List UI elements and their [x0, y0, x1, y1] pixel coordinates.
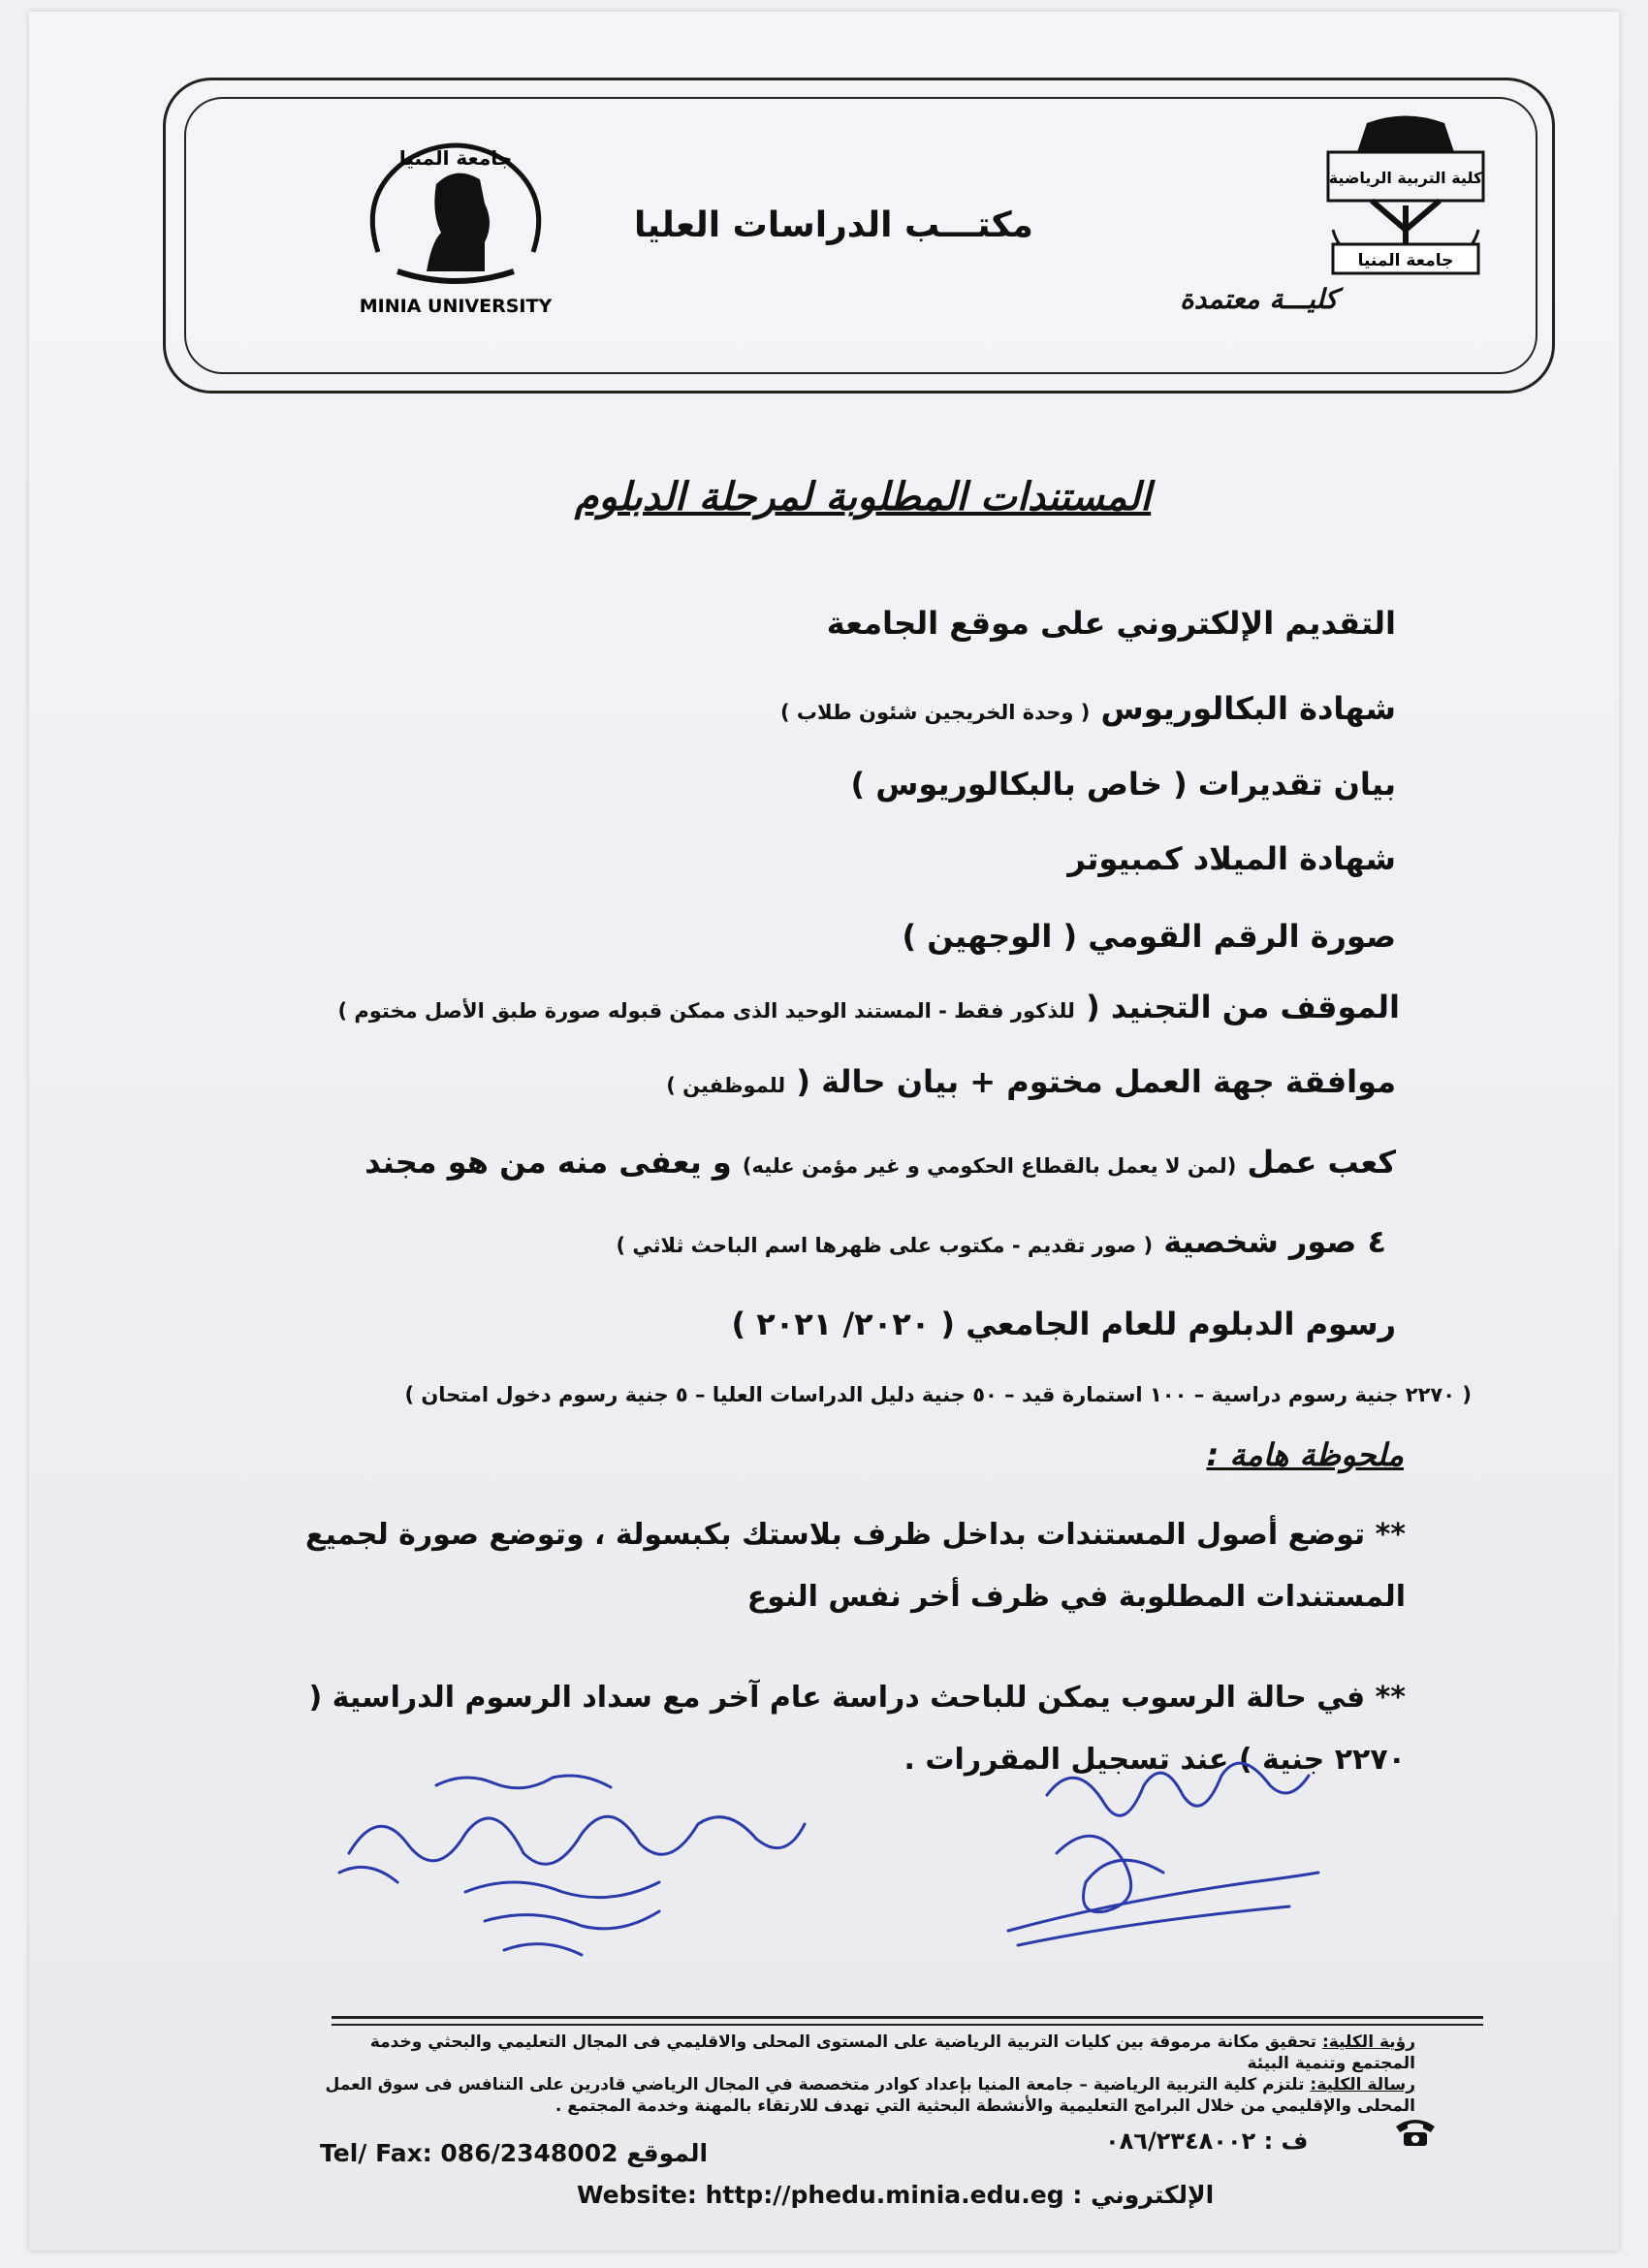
document-page: [29, 12, 1619, 2251]
note-failure: ** في حالة الرسوب يمكن للباحث دراسة عام آخر مع سداد الرسوم الدراسية ( ٢٢٧٠ جنية ) عند تسجيل المقررات .: [308, 1681, 1406, 1777]
accredited-college-label: كليـــة معتمدة: [1180, 283, 1338, 315]
item-grades-statement: بيان تقديرات ( خاص بالبكالوريوس ): [850, 766, 1396, 803]
item-national-id: صورة الرقم القومي ( الوجهين ): [902, 918, 1396, 955]
svg-text:كلية التربية الرياضية: كلية التربية الرياضية: [1328, 169, 1483, 187]
footer-rule: [332, 2016, 1483, 2019]
telephone-icon: [1394, 2117, 1437, 2148]
svg-text:جامعة المنيا: جامعة المنيا: [398, 146, 513, 170]
website-line: Website: http://phedu.minia.edu.eg : الإلكتروني: [577, 2181, 1215, 2209]
tel-fax-line: Tel/ Fax: 086/2348002 الموقع: [320, 2139, 709, 2167]
minia-university-logo: [339, 126, 572, 320]
item-diploma-fees: رسوم الدبلوم للعام الجامعي ( ٢٠٢٠/ ٢٠٢١ ): [731, 1306, 1396, 1342]
footer-rule-thin: [332, 2024, 1483, 2026]
fees-breakdown: ( ٢٢٧٠ جنية رسوم دراسية – ١٠٠ استمارة قيد – ٥٠ جنية دليل الدراسات العليا – ٥ جنية رسوم دخول امتحان ): [404, 1383, 1472, 1406]
note-envelope: ** توضع أصول المستندات بداخل ظرف بلاستك بكبسولة ، وتوضع صورة لجميع المستندات المطلوبة في ظرف أخر نفس النوع: [304, 1518, 1406, 1614]
footer-vision-mission: رؤية الكلية: تحقيق مكانة مرموقة بين كليات التربية الرياضية على المستوى المحلى والاقليمي فى المجال التعليمي والبحثي وخدمة المجتمع وتنمية البيئة رسالة الكلية: تلتزم كلية التربية الرياضية – جامعة المنيا بإعداد كوادر متخصصة في المجال الرياضي قادرين على التنافس فى سوق العمل المحلى والإقليمي من خلال البرامج التعليمية والأنشطة البحثية التي تهدف للارتقاء بالمهنة وخدمة المجتمع .: [325, 2032, 1415, 2116]
svg-text:MINIA UNIVERSITY: MINIA UNIVERSITY: [359, 296, 553, 317]
item-military-status: الموقف من التجنيد ( للذكور فقط - المستند الوحيد الذى ممكن قبوله صورة طبق الأصل مختوم ): [337, 989, 1400, 1025]
item-bachelor-certificate: شهادة البكالوريوس ( وحدة الخريجين شئون طلاب ): [780, 690, 1396, 727]
faculty-logo: [1314, 113, 1498, 278]
important-note-title: ملحوظة هامة :: [1206, 1436, 1404, 1473]
item-work-stub: كعب عمل (لمن لا يعمل بالقطاع الحكومي و غير مؤمن عليه) و يعفى منه من هو مجند: [364, 1144, 1396, 1181]
officer-signature: [998, 1737, 1328, 1969]
item-birth-certificate: شهادة الميلاد كمبيوتر: [1067, 840, 1396, 877]
item-personal-photos: ٤ صور شخصية ( صور تقديم - مكتوب على ظهرها اسم الباحث ثلاثي ): [616, 1223, 1386, 1260]
document-title: المستندات المطلوبة لمرحلة الدبلوم: [574, 475, 1152, 520]
office-title: مكتـــب الدراسات العليا: [634, 205, 1033, 245]
dean-signature: [320, 1766, 824, 1969]
svg-text:جامعة المنيا: جامعة المنيا: [1357, 251, 1454, 270]
fax-number-arabic: ف : ٠٨٦/٢٣٤٨٠٠٢: [1105, 2127, 1309, 2155]
item-employer-approval: موافقة جهة العمل مختوم + بيان حالة ( للموظفين ): [666, 1063, 1396, 1100]
item-online-application: التقديم الإلكتروني على موقع الجامعة: [826, 605, 1396, 642]
